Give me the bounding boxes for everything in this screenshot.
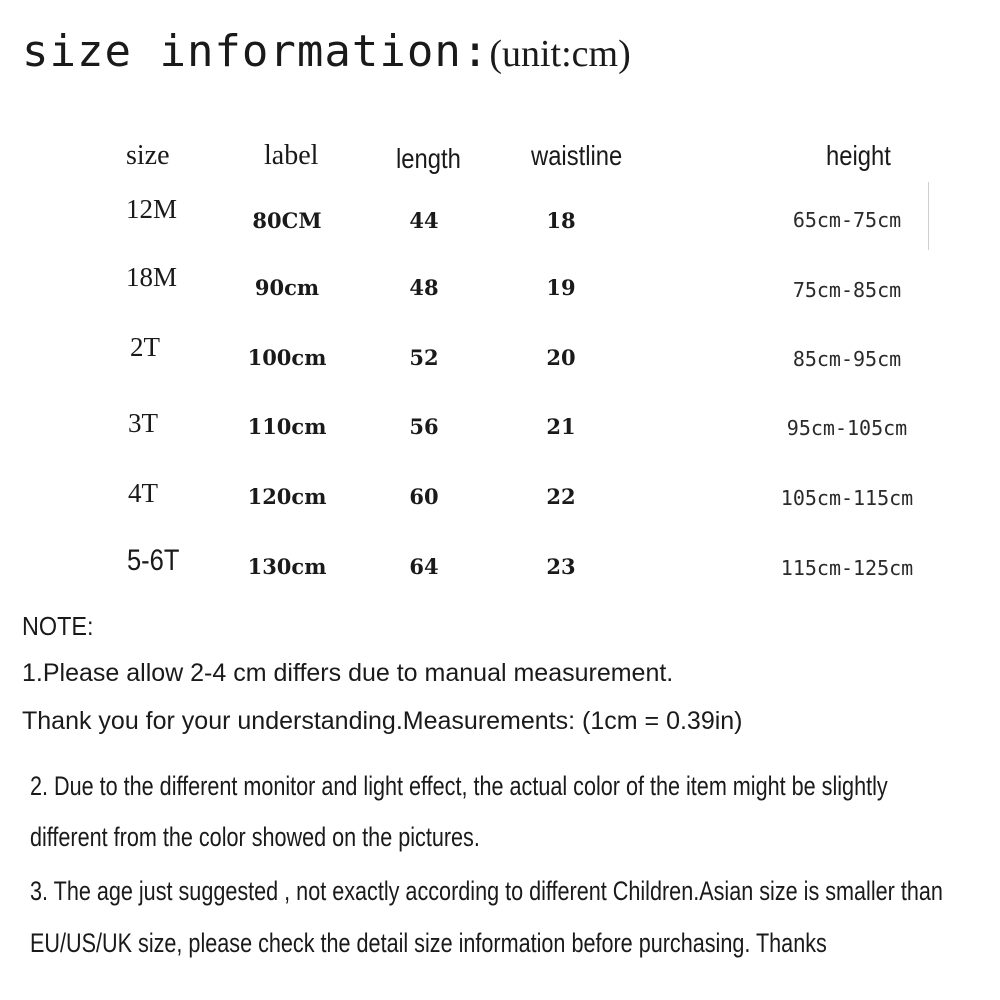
cell-label: 120cm <box>247 484 327 509</box>
note-line-1: 1.Please allow 2-4 cm differs due to manual measurement. <box>22 659 674 687</box>
cell-label: 110cm <box>247 414 327 439</box>
cell-waistline: 21 <box>546 414 576 439</box>
table-row <box>0 194 1000 234</box>
title-unit: (unit:cm) <box>489 33 631 75</box>
cell-length: 56 <box>409 414 439 439</box>
note-line-3a: 3. The age just suggested , not exactly according to different Children.Asian size is smaller than <box>30 876 943 906</box>
cell-height: 65cm-75cm <box>792 208 902 232</box>
note-line-3b: EU/US/UK size, please check the detail size information before purchasing. Thanks <box>30 928 827 958</box>
table-row <box>0 544 1000 584</box>
table-row <box>0 478 1000 518</box>
cell-size: 2T <box>130 332 160 362</box>
cell-label: 80CM <box>252 208 322 233</box>
cell-waistline: 19 <box>546 275 576 300</box>
page-title <box>22 26 631 77</box>
cell-length: 64 <box>409 554 439 579</box>
cell-height: 115cm-125cm <box>780 556 914 580</box>
header-height: height <box>826 140 891 171</box>
cell-size: 18M <box>126 262 178 292</box>
header-label: label <box>264 140 319 171</box>
cell-height: 105cm-115cm <box>780 486 914 510</box>
cell-waistline: 22 <box>546 484 576 509</box>
note-line-2b: different from the color showed on the pictures. <box>30 822 480 852</box>
table-row <box>0 332 1000 372</box>
cell-height: 85cm-95cm <box>792 347 902 371</box>
cell-label: 100cm <box>247 345 327 370</box>
cell-waistline: 20 <box>546 345 576 370</box>
cell-label: 130cm <box>247 554 327 579</box>
cell-size: 4T <box>128 478 158 508</box>
note-line-1b: Thank you for your understanding.Measurements: (1cm = 0.39in) <box>22 707 743 735</box>
title-main: size information: <box>22 26 490 77</box>
cell-label: 90cm <box>254 275 320 300</box>
note-line-2a: 2. Due to the different monitor and light effect, the actual color of the item might be slightly <box>30 771 888 801</box>
table-row <box>0 408 1000 448</box>
cell-length: 44 <box>409 208 439 233</box>
cell-size: 12M <box>126 194 178 224</box>
cell-length: 52 <box>409 345 439 370</box>
cell-length: 48 <box>409 275 439 300</box>
cell-length: 60 <box>409 484 439 509</box>
cell-height: 75cm-85cm <box>792 278 902 302</box>
cell-waistline: 23 <box>546 554 576 579</box>
cell-size: 3T <box>128 408 158 438</box>
header-size: size <box>126 140 170 171</box>
note-heading: NOTE: <box>22 611 94 641</box>
table-row <box>0 262 1000 302</box>
cell-size: 5-6T <box>127 544 180 577</box>
header-length: length <box>396 143 461 174</box>
cell-height: 95cm-105cm <box>786 416 908 440</box>
cell-waistline: 18 <box>546 208 576 233</box>
header-waistline: waistline <box>531 140 623 171</box>
